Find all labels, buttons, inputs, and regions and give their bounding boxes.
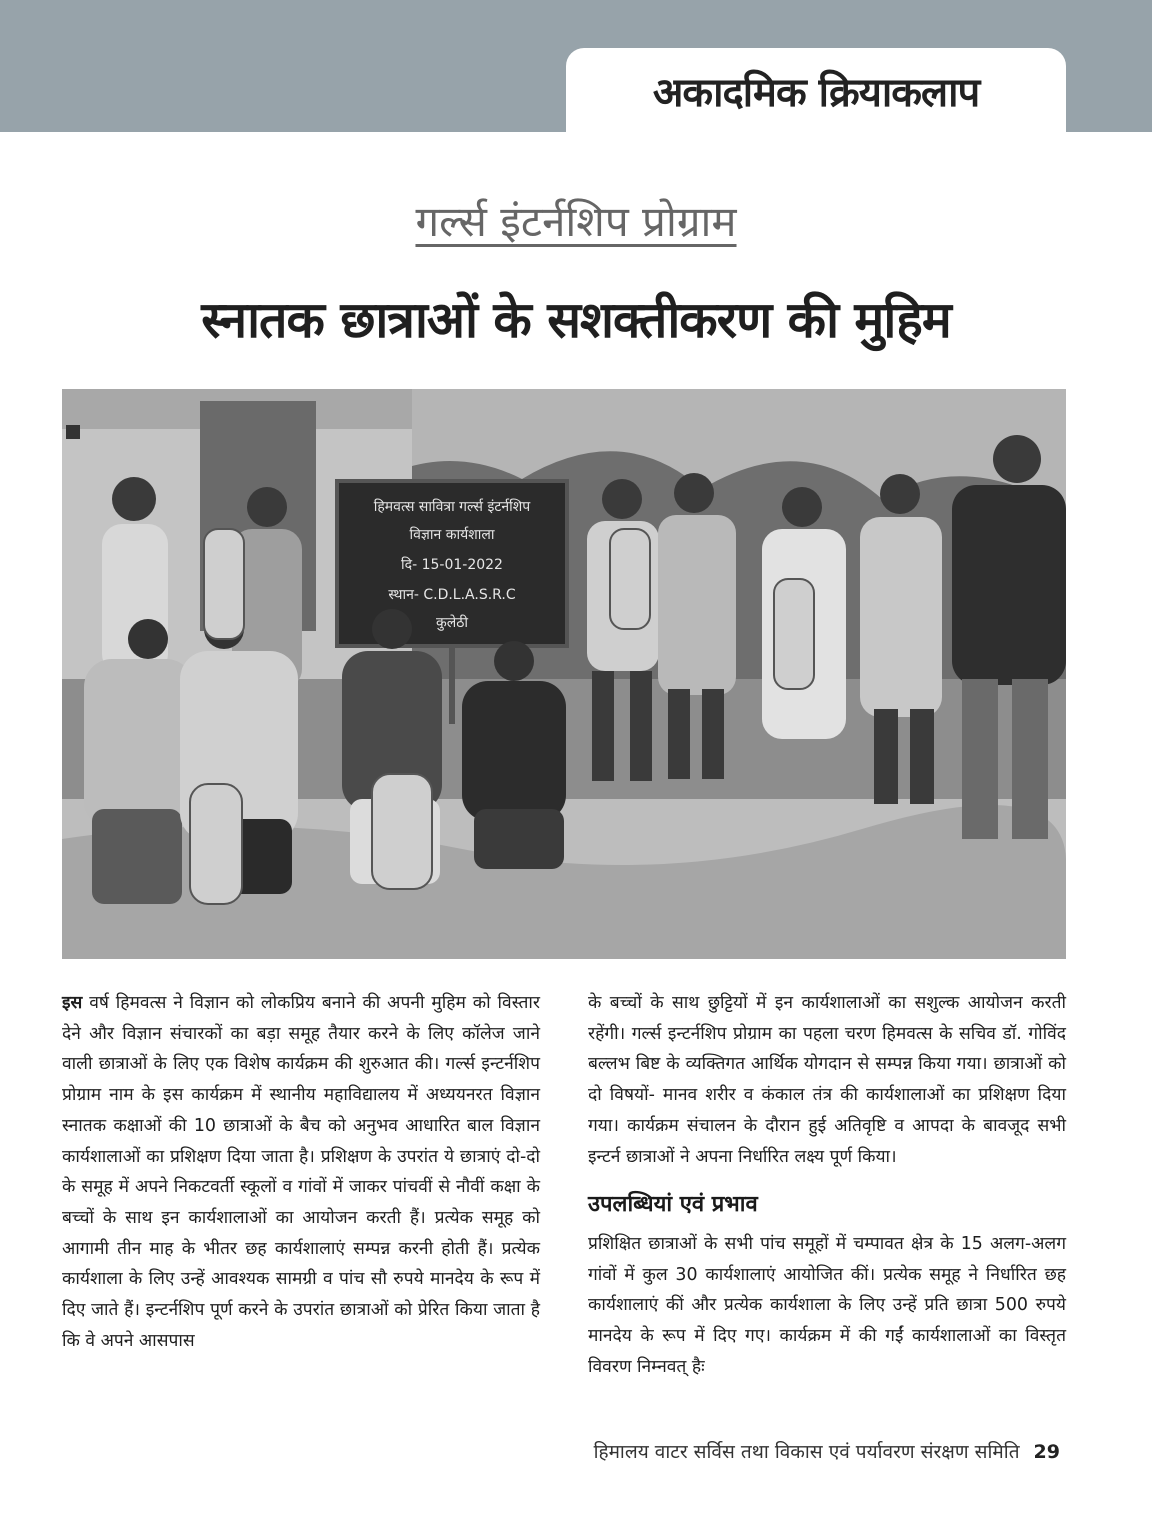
- section-title: अकादमिक क्रियाकलाप: [652, 69, 980, 116]
- footer-organization: हिमालय वाटर सर्विस तथा विकास एवं पर्यावरण संरक्षण समिति: [593, 1441, 1020, 1463]
- body-column-right: [588, 988, 1066, 1382]
- body-text-left: वर्ष हिमवत्स ने विज्ञान को लोकप्रिय बनाने की अपनी मुहिम को विस्तार देने और विज्ञान संचारकों का बड़ा समूह तैयार करने के लिए कॉलेज जाने वाली छात्राओं के लिए एक विशेष कार्यक्रम की शुरुआत की। गर्ल्स इन्टर्नशिप प्रोग्राम नाम के इस कार्यक्रम में स्थानीय महाविद्यालय में अध्ययनरत विज्ञान स्नातक कक्षाओं की 10 छात्राओं के बैच को अनुभव आधारित बाल विज्ञान कार्यशालाओं का प्रशिक्षण दिया जाता है। प्रशिक्षण के उपरांत ये छात्राएं दो-दो के समूह में अपने निकटवर्ती स्कूलों व गांवों में जाकर पांचवीं से नौवीं कक्षा के बच्चों के साथ इन कार्यशालाओं का आयोजन करती हैं। प्रत्येक समूह को आगामी तीन माह के भीतर छह कार्यशालाएं सम्पन्न करनी होती हैं। प्रत्येक कार्यशाला के लिए उन्हें आवश्यक सामग्री व पांच सौ रुपये मानदेय के रूप में दिए जाते हैं। इन्टर्नशिप पूर्ण करने के उपरांत छात्राओं को प्रेरित किया जाता है कि वे अपने आसपास: [62, 993, 541, 1351]
- board-line-2: विज्ञान कार्यशाला: [409, 527, 495, 543]
- article-headline: स्नातक छात्राओं के सशक्तीकरण की मुहिम: [201, 291, 951, 349]
- page-number: 29: [1033, 1441, 1060, 1463]
- page-footer: [400, 1438, 1060, 1464]
- section-tab: [566, 48, 1066, 132]
- group-photo: [62, 389, 1066, 959]
- photo-illustration: [62, 389, 1066, 959]
- board-line-1: हिमवत्स सावित्रा गर्ल्स इंटर्नशिप: [373, 499, 531, 515]
- kicker-text: गर्ल्स इंटर्नशिप प्रोग्राम: [415, 197, 737, 246]
- board-line-4: स्थान- C.D.L.A.S.R.C: [388, 587, 516, 603]
- board-line-5: कुलेठी: [435, 615, 469, 631]
- article-kicker: [0, 192, 1152, 249]
- lead-word: इस: [62, 993, 83, 1013]
- body-column-left: [62, 988, 540, 1356]
- body-text-right-2: प्रशिक्षित छात्राओं के सभी पांच समूहों में चम्पावत क्षेत्र के 15 अलग-अलग गांवों में कुल 30 कार्यशालाएं आयोजित कीं। प्रत्येक समूह ने निर्धारित छह कार्यशालाएं कीं और प्रत्येक कार्यशाला के लिए उन्हें प्रति छात्रा 500 रुपये मानदेय के रूप में दिए गए। कार्यक्रम में की गईं कार्यशालाओं का विस्तृत विवरण निम्नवत् हैः: [588, 1233, 1066, 1377]
- subheading: उपलब्धियां एवं प्रभाव: [588, 1192, 758, 1218]
- board-line-3: दि- 15-01-2022: [401, 557, 503, 573]
- body-text-right: के बच्चों के साथ छुट्टियों में इन कार्यशालाओं का सशुल्क आयोजन करती रहेंगी। गर्ल्स इन्टर्नशिप प्रोग्राम का पहला चरण हिमवत्स के सचिव डॉ. गोविंद बल्लभ बिष्ट के व्यक्तिगत आर्थिक योगदान से सम्पन्न किया गया। छात्राओं को दो विषयों- मानव शरीर व कंकाल तंत्र की कार्यशालाओं का प्रशिक्षण दिया गया। कार्यक्रम संचालन के दौरान हुई अतिवृष्टि व आपदा के बावजूद सभी इन्टर्न छात्राओं ने अपना निर्धारित लक्ष्य पूर्ण किया।: [588, 993, 1066, 1167]
